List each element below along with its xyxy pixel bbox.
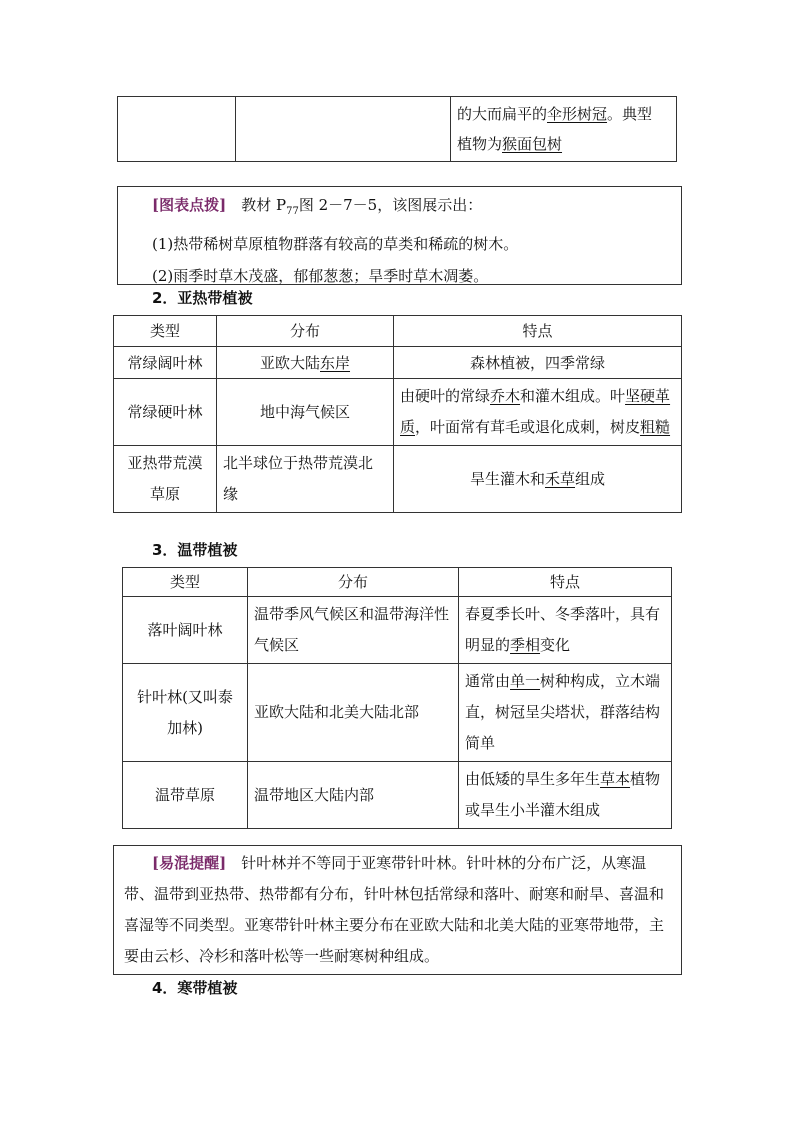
dist-cell xyxy=(217,347,394,379)
cell-text: 组成 xyxy=(575,469,606,488)
dist-cell: 地中海气候区 xyxy=(217,379,394,446)
header-cell: 类型 xyxy=(114,316,217,347)
table-row xyxy=(114,347,682,379)
cell-underlined-text: 乔木 xyxy=(490,387,521,405)
feat-cell xyxy=(459,597,672,664)
table-row xyxy=(118,97,677,162)
cell-underlined-text: 坚硬革质 xyxy=(400,387,671,436)
confuse-note-tag: [易混提醒] xyxy=(152,854,227,872)
cell-text: 植物或旱生小半灌木组成 xyxy=(465,770,661,819)
section-heading: 3．温带植被 xyxy=(152,541,238,559)
confuse-note-text: 针叶林并不等同于亚寒带针叶林。针叶林的分布广泛，从寒温带、温带到亚热带、热带都有分布，针叶林包括常绿和落叶、耐寒和耐旱、喜温和喜湿等不同类型。亚寒带针叶林主要分布在亚欧大陆和北美大陆的亚寒带地带，主要由云杉、冷杉和落叶松等一些耐寒树种组成。 xyxy=(124,854,665,965)
cell-underlined-text: 伞形树冠 xyxy=(547,105,608,123)
chart-note-intro: 图 2－7－5，该图展示出： xyxy=(298,196,483,214)
feat-cell: 森林植被，四季常绿 xyxy=(394,347,682,379)
type-cell: 落叶阔叶林 xyxy=(123,597,248,664)
cell-text: 亚热带荒漠 xyxy=(127,454,203,472)
cell-text: 植物为 xyxy=(457,135,503,153)
cell-text: 北半球位于热带荒漠北 xyxy=(223,454,374,472)
chart-note-tag: [图表点拨] xyxy=(152,196,227,214)
chart-note-line: (2)雨季时草木茂盛，郁郁葱葱；旱季时草木凋萎。 xyxy=(152,267,489,285)
dist-cell: 温带季风气候区和温带海洋性气候区 xyxy=(248,597,459,664)
cell-text: 的大而扁平的 xyxy=(457,105,548,123)
cell-text: 。典型 xyxy=(607,105,653,123)
cell-underlined-text: 粗糙 xyxy=(640,418,671,436)
table-row xyxy=(123,597,672,664)
feat-cell xyxy=(394,446,682,513)
table-row xyxy=(114,379,682,446)
cell-text: 旱生灌木和 xyxy=(469,469,545,488)
table-row xyxy=(114,316,682,347)
cell-text: 由低矮的旱生多年生 xyxy=(465,770,601,788)
table-row xyxy=(123,568,672,597)
dist-cell: 温带地区大陆内部 xyxy=(248,762,459,829)
cell-text: 草原 xyxy=(149,485,180,503)
header-cell: 分布 xyxy=(217,316,394,347)
cell-text: 树种构成，立木端直，树冠呈尖塔状，群落结构简单 xyxy=(465,672,661,752)
type-cell: 针叶林(又叫泰加林) xyxy=(123,664,248,762)
type-cell: 常绿阔叶林 xyxy=(114,347,217,379)
feat-cell xyxy=(394,379,682,446)
cell-underlined-text: 东岸 xyxy=(320,353,351,372)
table-cell xyxy=(236,97,451,162)
table-cell xyxy=(118,97,236,162)
type-cell: 常绿硬叶林 xyxy=(114,379,217,446)
header-cell: 类型 xyxy=(123,568,248,597)
cell-text: 变化 xyxy=(540,636,571,654)
cell-text: 通常由 xyxy=(465,672,511,690)
subtropical-table xyxy=(113,315,682,513)
section-heading: 2．亚热带植被 xyxy=(152,289,253,307)
cell-text: 缘 xyxy=(223,485,239,503)
cell-underlined-text: 草本 xyxy=(600,770,631,788)
page-subscript: 77 xyxy=(286,206,299,217)
feat-cell xyxy=(459,664,672,762)
dist-cell: 亚欧大陆和北美大陆北部 xyxy=(248,664,459,762)
cell-underlined-text: 禾草 xyxy=(544,469,575,488)
header-cell: 特点 xyxy=(394,316,682,347)
table-row xyxy=(123,664,672,762)
table-row xyxy=(123,762,672,829)
chart-note-box xyxy=(117,186,682,285)
cell-underlined-text: 猴面包树 xyxy=(502,135,563,153)
table-cell xyxy=(451,97,677,162)
cell-underlined-text: 季相 xyxy=(510,636,541,654)
temperate-table xyxy=(122,567,672,829)
chart-note-intro: 教材 P xyxy=(241,196,287,214)
cell-text: ，叶面常有茸毛或退化成刺，树皮 xyxy=(415,418,641,436)
cell-text: 和灌木组成。叶 xyxy=(520,387,626,405)
type-cell xyxy=(114,446,217,513)
cell-underlined-text: 单一 xyxy=(510,672,541,690)
dist-cell xyxy=(217,446,394,513)
table-row xyxy=(114,446,682,513)
cell-text: 亚欧大陆 xyxy=(259,353,320,372)
chart-note-line: (1)热带稀树草原植物群落有较高的草类和稀疏的树木。 xyxy=(152,235,519,253)
feat-cell xyxy=(459,762,672,829)
header-cell: 分布 xyxy=(248,568,459,597)
header-cell: 特点 xyxy=(459,568,672,597)
top-table xyxy=(117,96,677,162)
cell-text: 由硬叶的常绿 xyxy=(400,387,491,405)
confuse-note-box xyxy=(113,845,682,975)
type-cell: 温带草原 xyxy=(123,762,248,829)
cell-text: 春夏季长叶、冬季落叶，具有明显的 xyxy=(465,605,661,654)
section-heading: 4．寒带植被 xyxy=(152,979,238,997)
